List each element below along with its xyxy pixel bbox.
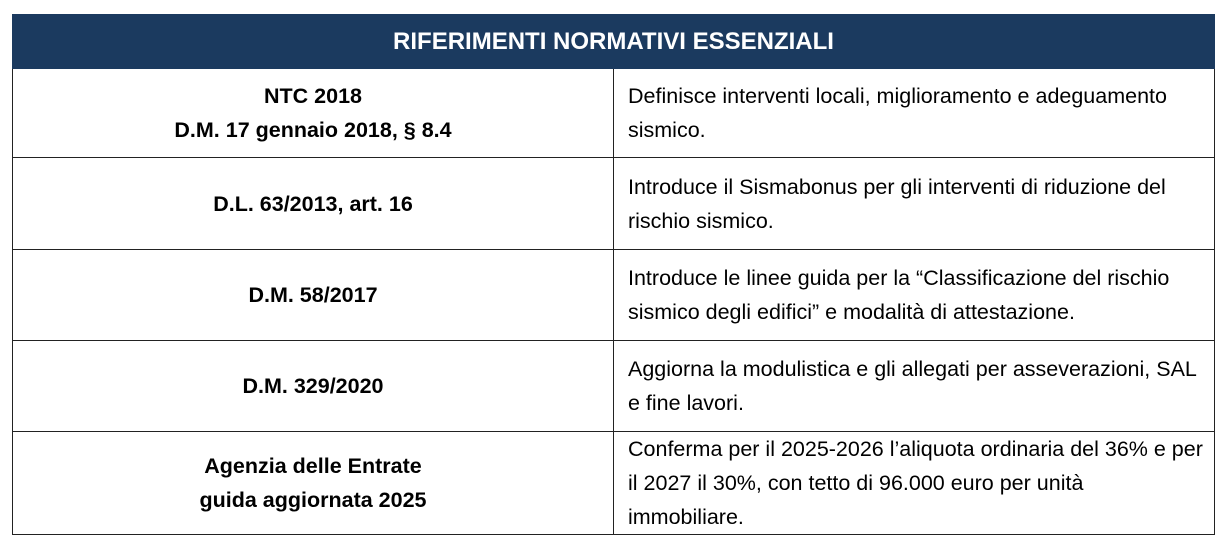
description-cell: Definisce interventi locali, miglioramento e adeguamento sismico. [614,69,1215,158]
reference-line: D.L. 63/2013, art. 16 [213,191,413,216]
reference-line: D.M. 329/2020 [242,374,384,398]
regulations-table [12,14,1215,535]
regulations-table-container [12,14,1215,535]
table-row [13,432,1215,535]
table-row [13,341,1215,432]
reference-cell [13,69,614,158]
reference-cell [13,158,614,250]
reference-cell [13,432,614,535]
table-row [13,250,1215,341]
description-cell: Aggiorna la modulistica e gli allegati per asseverazioni, SAL e fine lavori. [614,341,1215,432]
reference-line: guida aggiornata 2025 [199,488,427,512]
reference-line: NTC 2018 [264,84,362,108]
table-row [13,69,1215,158]
table-row [13,158,1215,250]
table-title: RIFERIMENTI NORMATIVI ESSENZIALI [13,15,1215,69]
description-cell: Introduce le linee guida per la “Classificazione del rischio sismico degli edifici” e modalità di attestazione. [614,250,1215,341]
description-cell: Conferma per il 2025-2026 l’aliquota ordinaria del 36% e per il 2027 il 30%, con tetto di 96.000 euro per unità immobiliare. [614,432,1215,535]
reference-cell [13,250,614,341]
reference-line: D.M. 17 gennaio 2018, § 8.4 [174,118,452,142]
description-cell: Introduce il Sismabonus per gli interventi di riduzione del rischio sismico. [614,158,1215,250]
reference-cell [13,341,614,432]
reference-line: D.M. 58/2017 [248,283,378,307]
reference-line: Agenzia delle Entrate [204,454,422,478]
